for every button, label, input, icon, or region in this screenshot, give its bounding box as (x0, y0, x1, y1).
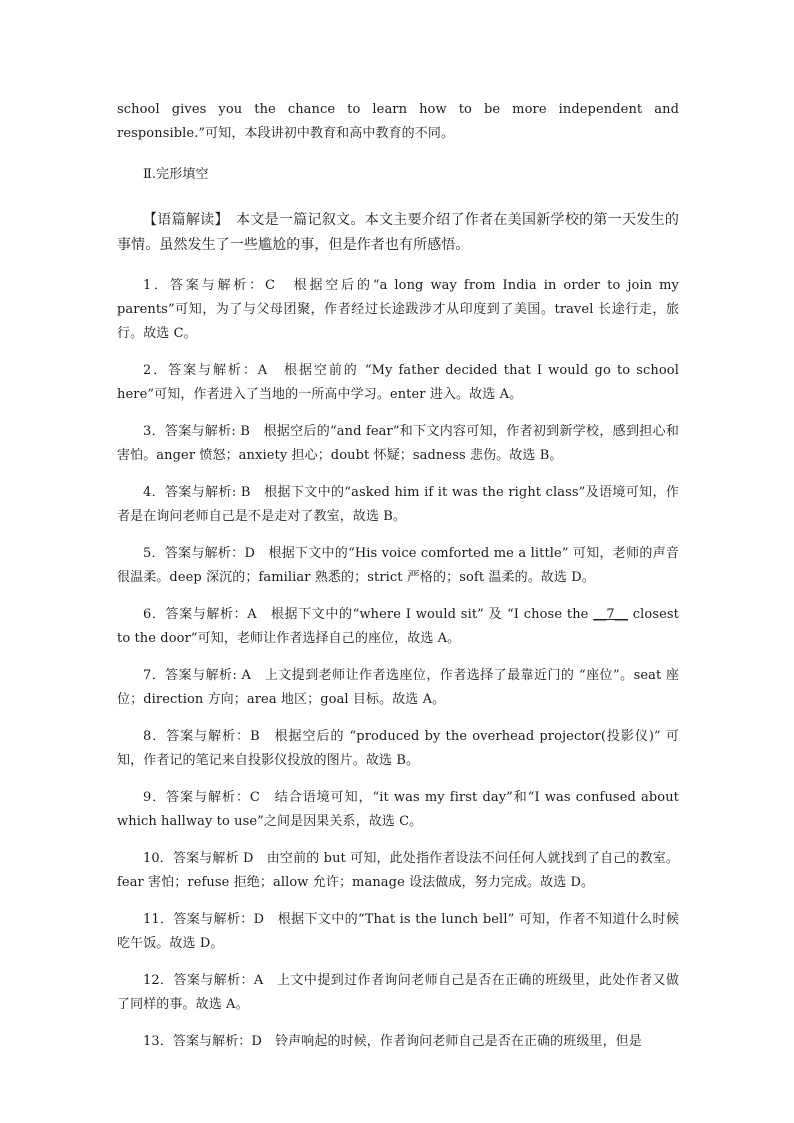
answer-item-4: 4．答案与解析: B 根据下文中的“asked him if it was the right class”及语境可知，作者是在询问老师自己是不是走对了教室，故选 B。 (117, 485, 679, 524)
blank-number: __7__ (593, 607, 629, 622)
answer-item-6-text-after: closest to the door”可知，老师让作者选择自己的座位，故选 A。 (117, 607, 679, 646)
passage-summary: 【语篇解读】 本文是一篇记叙文。本文主要介绍了作者在美国新学校的第一天发生的事情。虽然发生了一些尴尬的事，但是作者也有所感悟。 (117, 212, 679, 253)
answer-item-10: 10．答案与解析 D 由空前的 but 可知，此处指作者设法不问任何人就找到了自己的教室。fear 害怕；refuse 拒绝；allow 允许；manage 设法做成，努力完成。故选 D。 (117, 851, 679, 890)
answer-item-6-text-before: 6．答案与解析：A 根据下文中的“where I would sit” 及 “I chose the (143, 607, 594, 622)
answer-item-2: 2．答案与解析：A 根据空前的 “My father decided that I would go to school here”可知，作者进入了当地的一所高中学习。enter 进入。故选 A。 (117, 363, 679, 402)
answer-item-3: 3．答案与解析: B 根据空后的“and fear”和下文内容可知，作者初到新学校，感到担心和害怕。anger 愤怒；anxiety 担心；doubt 怀疑；sadness 悲伤。故选 B。 (117, 424, 679, 463)
answer-item-8: 8．答案与解析：B 根据空后的 “produced by the overhead projector(投影仪)” 可知，作者记的笔记来自投影仪投放的图片。故选 B。 (117, 729, 679, 768)
answer-item-12: 12．答案与解析：A 上文中提到过作者询问老师自己是否在正确的班级里，此处作者又做了同样的事。故选 A。 (117, 973, 679, 1012)
section-title: Ⅱ.完形填空 (143, 167, 209, 182)
answer-item-7: 7．答案与解析: A 上文提到老师让作者选座位，作者选择了最靠近门的 “座位”。seat 座位；direction 方向；area 地区；goal 目标。故选 A。 (117, 668, 679, 707)
answer-item-13: 13．答案与解析：D 铃声响起的时候，作者询问老师自己是否在正确的班级里，但是 (143, 1034, 642, 1049)
answer-item-11: 11．答案与解析：D 根据下文中的“That is the lunch bell” 可知，作者不知道什么时候吃午饭。故选 D。 (117, 912, 679, 951)
answer-key-page (117, 98, 679, 1054)
answer-item-1: 1．答案与解析：C 根据空后的“a long way from India in order to join my parents”可知，为了与父母团聚，作者经过长途跋涉才从印度到了美国。travel 长途行走，旅行。故选 C。 (117, 278, 679, 341)
answer-item-9: 9．答案与解析：C 结合语境可知，“it was my first day”和“I was confused about which hallway to use”之间是因果关系，故选 C。 (117, 790, 679, 829)
answer-item-5: 5．答案与解析：D 根据下文中的“His voice comforted me a little” 可知，老师的声音很温柔。deep 深沉的；familiar 熟悉的；strict 严格的；soft 温柔的。故选 D。 (117, 546, 679, 585)
continued-paragraph: school gives you the chance to learn how to be more independent and responsible.”可知，本段讲初中教育和高中教育的不同。 (117, 102, 679, 141)
answer-item-6 (117, 603, 679, 651)
